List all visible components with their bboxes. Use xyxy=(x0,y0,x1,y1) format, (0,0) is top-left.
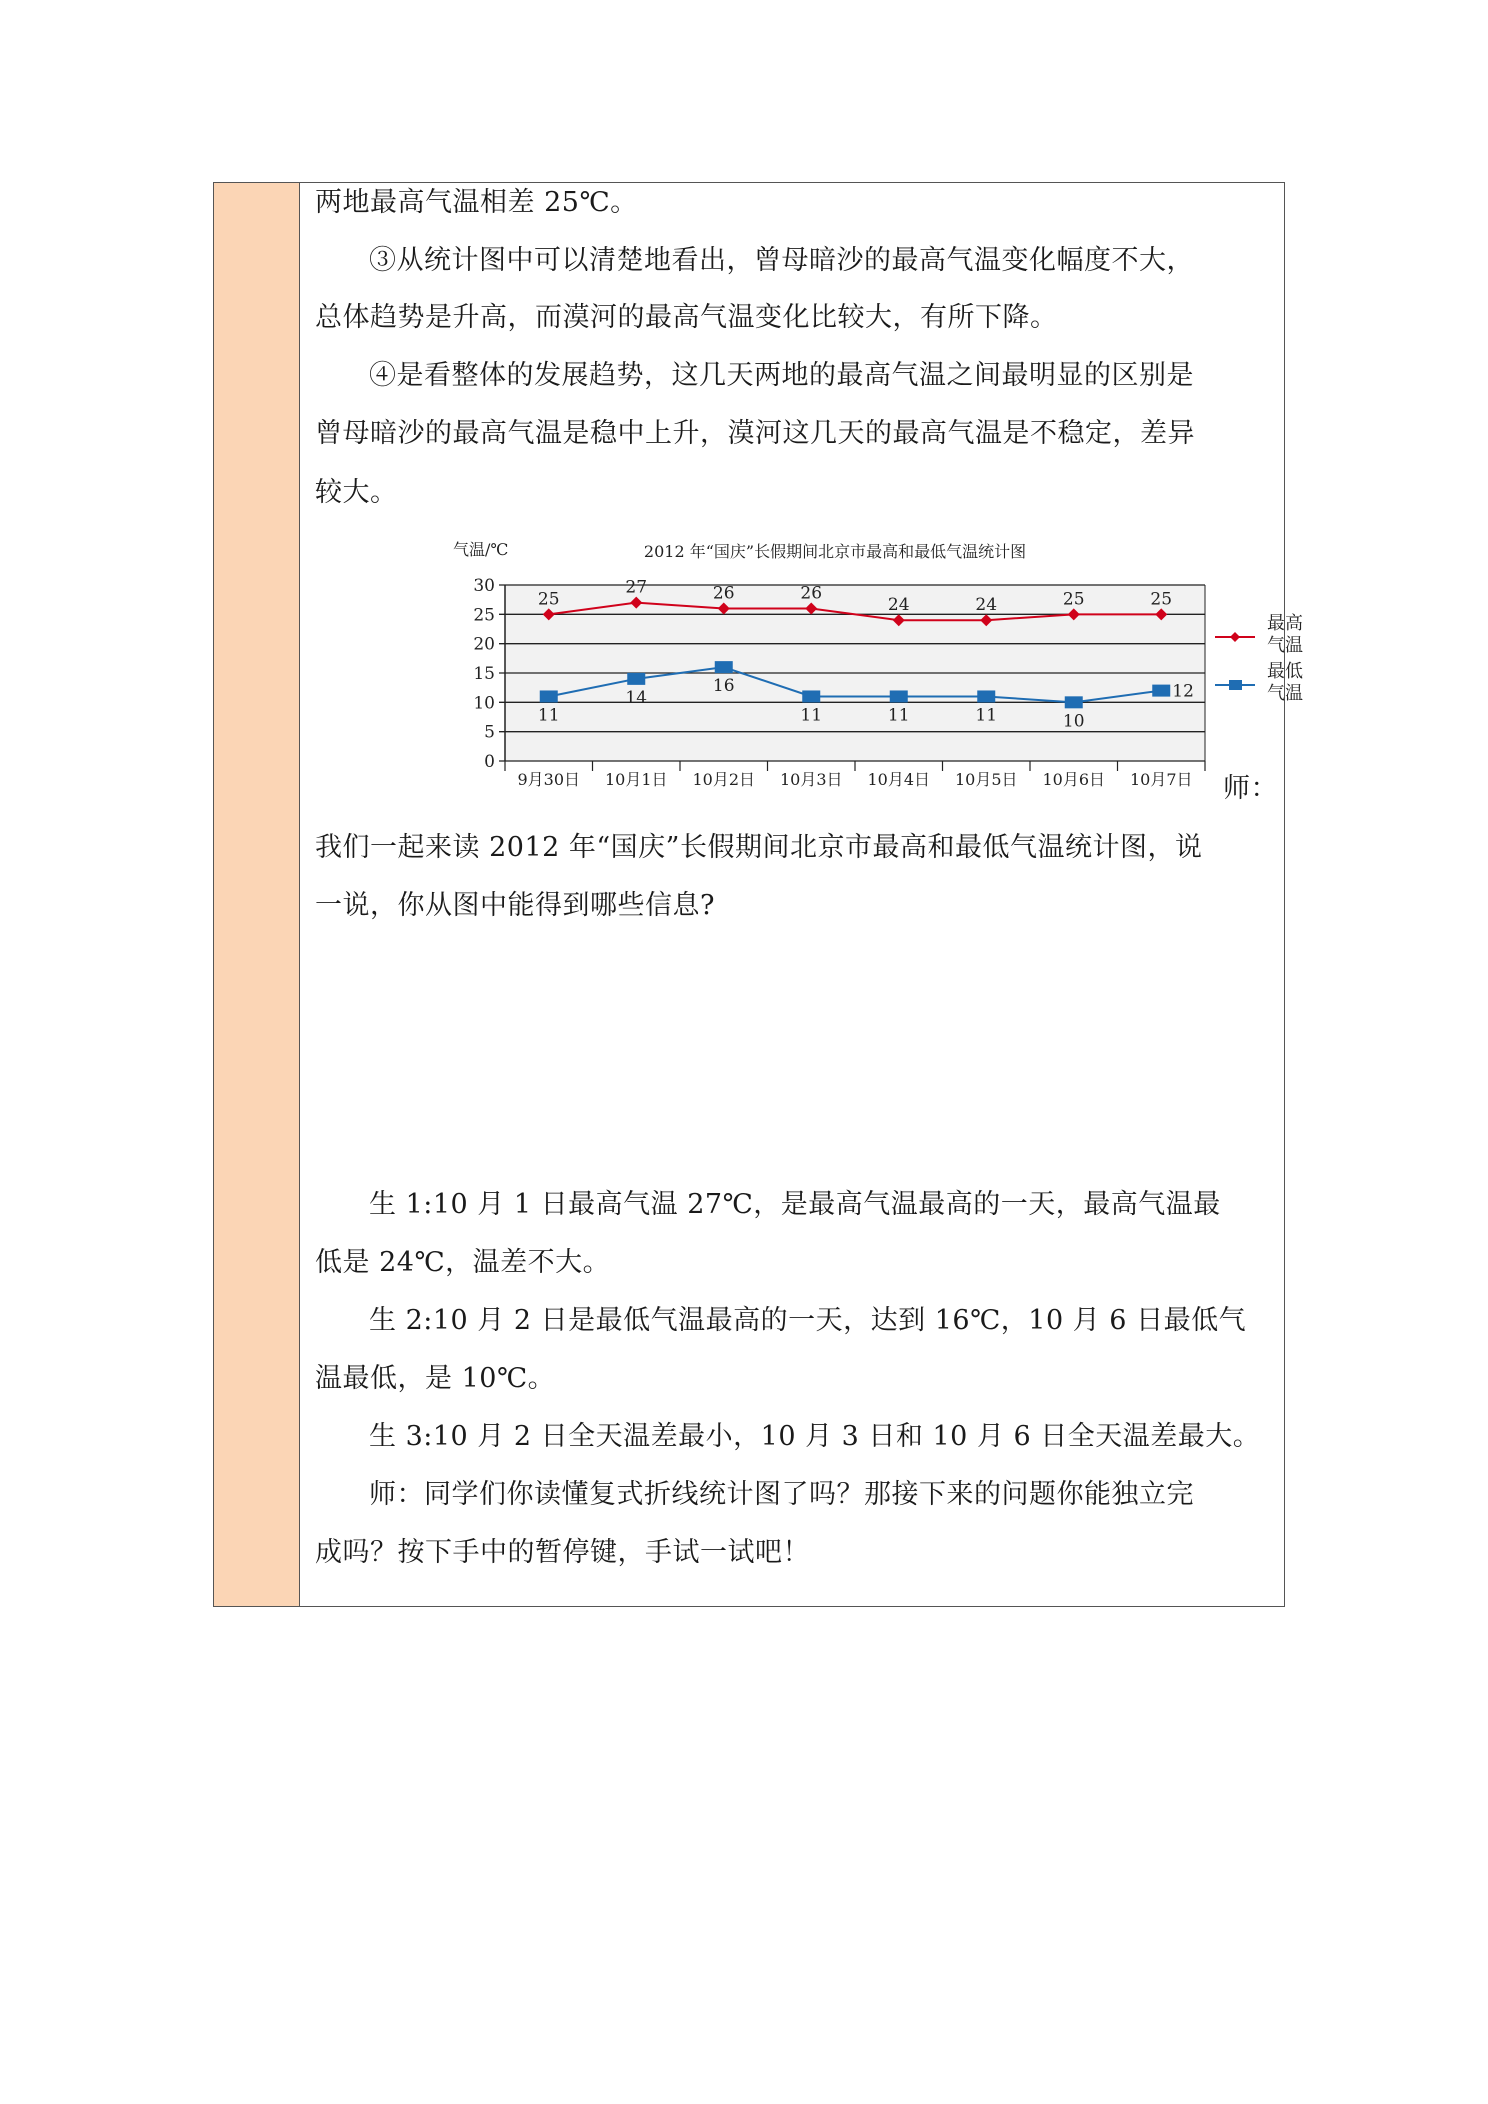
paragraph-line: 师：同学们你读懂复式折线统计图了吗？那接下来的问题你能独立完 xyxy=(369,1479,1194,1510)
data-point xyxy=(715,661,733,673)
y-tick-label: 25 xyxy=(473,605,495,626)
paragraph-line: 生 2:10 月 2 日是最低气温最高的一天，达到 16℃，10 月 6 日最低气 xyxy=(369,1305,1247,1336)
data-label: 26 xyxy=(712,583,735,604)
legend-label: 最高 xyxy=(1267,613,1303,634)
data-point xyxy=(1152,685,1170,697)
paragraph-line: 我们一起来读 2012 年“国庆”长假期间北京市最高和最低气温统计图，说 xyxy=(315,832,1203,863)
data-point xyxy=(1065,696,1083,708)
data-point xyxy=(627,673,645,685)
legend-label: 气温 xyxy=(1267,683,1303,704)
x-tick-label: 10月7日 xyxy=(1129,770,1193,789)
y-tick-label: 15 xyxy=(473,664,495,684)
y-tick-label: 30 xyxy=(473,576,495,596)
data-label: 25 xyxy=(537,589,560,610)
y-tick-label: 5 xyxy=(484,722,495,743)
legend-label: 最低 xyxy=(1267,661,1303,682)
data-point xyxy=(977,690,995,702)
teacher-label: 师： xyxy=(1223,773,1278,804)
data-label: 24 xyxy=(887,595,910,616)
chart-title: 2012 年“国庆”长假期间北京市最高和最低气温统计图 xyxy=(643,542,1027,561)
x-tick-label: 10月6日 xyxy=(1042,770,1106,789)
left-column-cell xyxy=(214,183,300,1606)
paragraph-line: 生 1:10 月 1 日最高气温 27℃，是最高气温最高的一天，最高气温最 xyxy=(369,1189,1221,1220)
chart-svg xyxy=(415,533,1315,803)
paragraph-line: 总体趋势是升高，而漠河的最高气温变化比较大，有所下降。 xyxy=(315,302,1058,333)
data-point xyxy=(802,690,820,702)
x-tick-label: 10月4日 xyxy=(867,770,931,789)
temperature-line-chart xyxy=(415,533,1315,803)
data-label: 11 xyxy=(800,705,823,726)
paragraph-line: 一说，你从图中能得到哪些信息? xyxy=(315,890,715,921)
data-label: 11 xyxy=(975,705,998,726)
y-axis-label: 气温/℃ xyxy=(453,540,509,559)
paragraph-line: 温最低，是 10℃。 xyxy=(315,1363,556,1394)
x-tick-label: 10月3日 xyxy=(779,770,843,789)
data-point xyxy=(890,690,908,702)
legend-marker xyxy=(1230,632,1240,642)
paragraph-line: 低是 24℃，温差不大。 xyxy=(315,1247,611,1278)
x-tick-label: 10月2日 xyxy=(692,770,756,789)
data-label: 11 xyxy=(537,705,560,726)
x-tick-label: 10月1日 xyxy=(604,770,668,789)
data-label: 12 xyxy=(1172,681,1194,702)
paragraph-line: 成吗？按下手中的暂停键，手试一试吧！ xyxy=(315,1537,810,1568)
data-label: 25 xyxy=(1150,589,1173,610)
data-label: 10 xyxy=(1062,711,1085,732)
data-label: 25 xyxy=(1062,589,1085,610)
x-tick-label: 9月30日 xyxy=(517,770,581,789)
paragraph-line: 生 3:10 月 2 日全天温差最小，10 月 3 日和 10 月 6 日全天温差最大。 xyxy=(369,1421,1261,1452)
data-label: 14 xyxy=(625,687,648,708)
legend-marker xyxy=(1229,680,1242,690)
data-label: 27 xyxy=(625,577,648,598)
paragraph-line: 较大。 xyxy=(315,477,398,508)
data-label: 16 xyxy=(712,676,735,697)
y-tick-label: 20 xyxy=(473,634,495,655)
data-point xyxy=(540,690,558,702)
paragraph-line: ③从统计图中可以清楚地看出，曾母暗沙的最高气温变化幅度不大， xyxy=(369,245,1194,276)
data-label: 11 xyxy=(887,705,910,726)
y-tick-label: 10 xyxy=(473,693,495,714)
data-label: 24 xyxy=(975,595,998,616)
y-tick-label: 0 xyxy=(484,752,495,772)
lesson-table xyxy=(213,182,1303,1607)
paragraph-line: 曾母暗沙的最高气温是稳中上升，漠河这几天的最高气温是不稳定，差异 xyxy=(315,418,1195,449)
data-label: 26 xyxy=(800,583,823,604)
x-tick-label: 10月5日 xyxy=(954,770,1018,789)
paragraph-line: ④是看整体的发展趋势，这几天两地的最高气温之间最明显的区别是 xyxy=(369,360,1194,391)
paragraph-line: 两地最高气温相差 25℃。 xyxy=(315,187,638,218)
legend-label: 气温 xyxy=(1267,635,1303,656)
